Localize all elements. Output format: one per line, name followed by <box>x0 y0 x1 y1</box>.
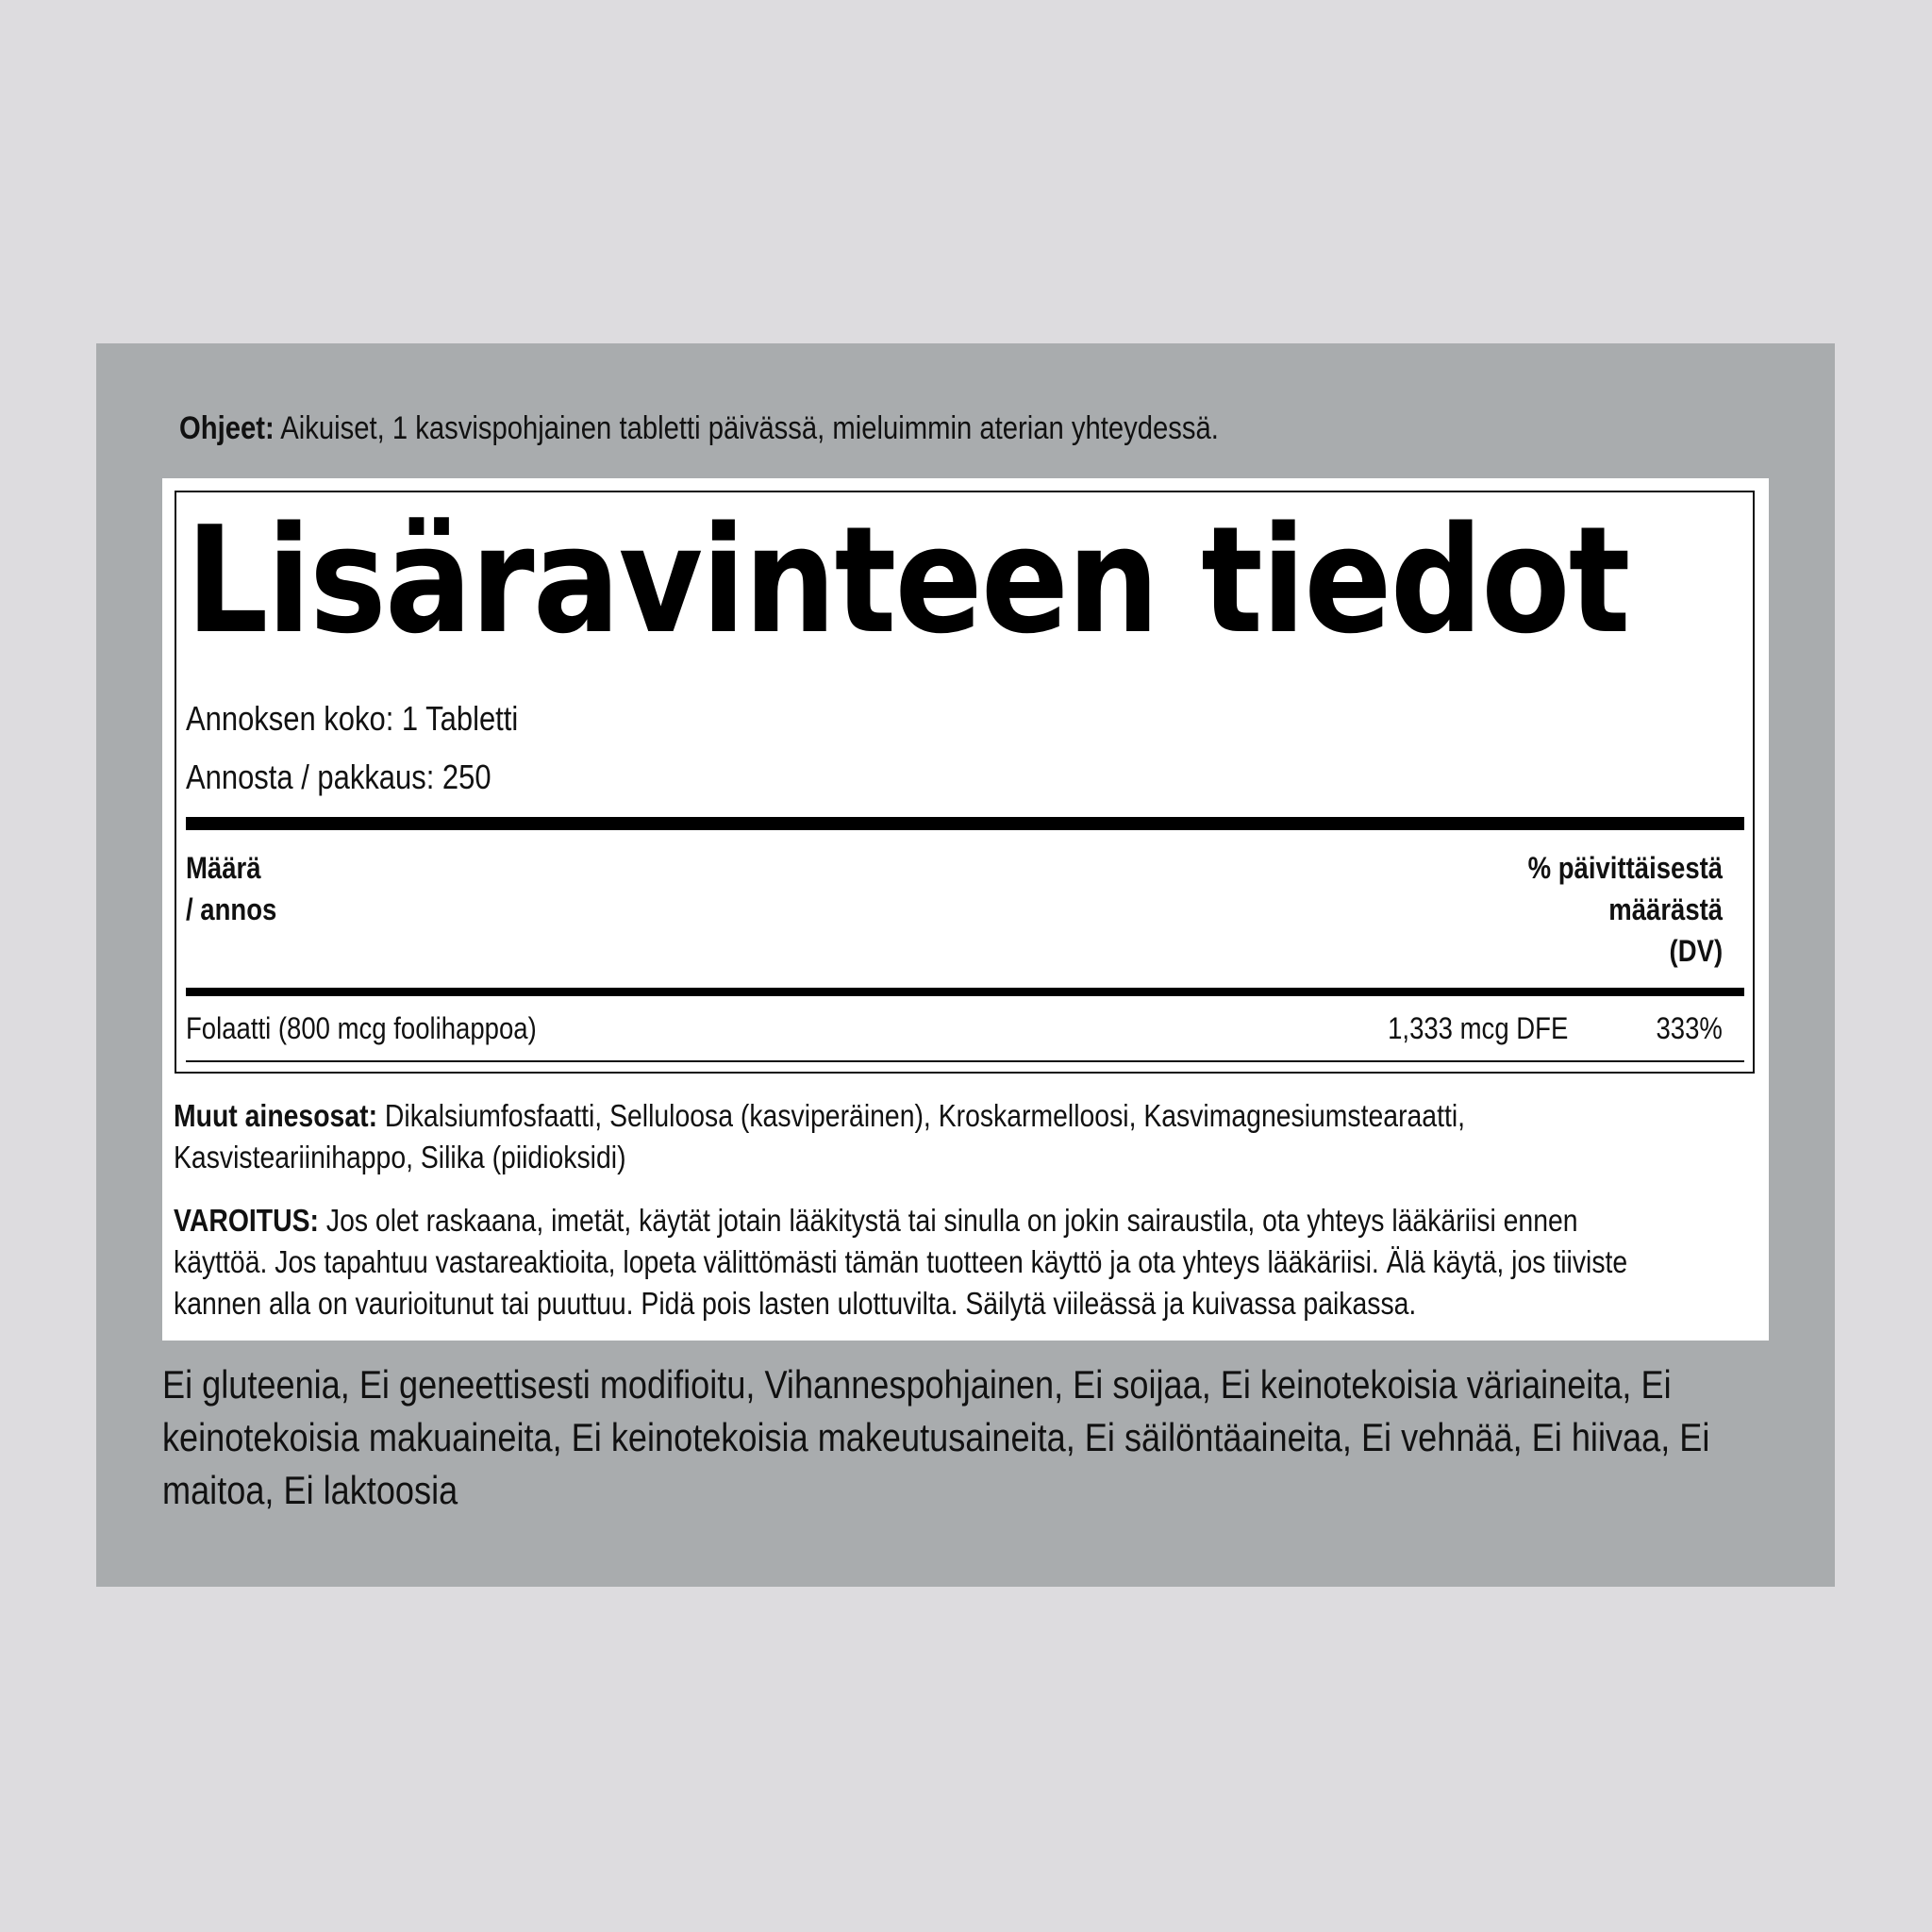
supplement-facts-title: Lisäravinteen tiedot <box>186 494 1629 666</box>
product-claims: Ei gluteenia, Ei geneettisesti modifioitu, Vihannespohjainen, Ei soijaa, Ei keinotekoisia väriaineita, Ei keinotekoisia makuaineita, Ei keinotekoisia makeutusaineita, Ei säilöntäaineita, Ei vehnää, Ei hiivaa, Ei maitoa, Ei laktoosia <box>162 1362 1710 1512</box>
nutrient-daily-value: 333% <box>1656 1011 1723 1045</box>
serving-size: Annoksen koko: 1 Tabletti <box>186 699 519 738</box>
warning-label: VAROITUS: <box>174 1203 319 1238</box>
directions-text <box>179 408 1558 449</box>
dv-header-line-3: (DV) <box>1669 934 1723 968</box>
row-divider <box>186 1060 1744 1062</box>
directions-body: Aikuiset, 1 kasvispohjainen tabletti päivässä, mieluimmin aterian yhteydessä. <box>274 410 1219 446</box>
warning-body: Jos olet raskaana, imetät, käytät jotain lääkitystä tai sinulla on jokin sairaustila, ota yhteys lääkäriisi ennen käyttöä. Jos tapahtuu vastareaktioita, lopeta välittömästi tämän tuotteen käyttö ja ota yhteys lääkäriisi. Älä käytä, jos tiiviste kannen alla on vaurioitunut tai puuttuu. Pidä pois lasten ulottuvilta. Säilytä viileässä ja kuivassa paikassa. <box>174 1203 1628 1321</box>
daily-value-header <box>1528 847 1723 972</box>
warning-text <box>174 1200 1642 1324</box>
other-ingredients-label: Muut ainesosat: <box>174 1098 378 1133</box>
servings-per-container: Annosta / pakkaus: 250 <box>186 758 491 796</box>
directions-label: Ohjeet: <box>179 410 275 446</box>
nutrient-amount: 1,333 mcg DFE <box>1387 1011 1568 1045</box>
nutrient-name: Folaatti (800 mcg foolihappoa) <box>186 1011 537 1045</box>
dv-header-line-1: % päivittäisestä <box>1527 851 1723 885</box>
other-ingredients <box>174 1095 1642 1178</box>
dv-header-line-2: määrästä <box>1608 892 1723 926</box>
amount-per-serving-header <box>186 847 276 930</box>
thick-divider-top <box>186 817 1744 830</box>
other-ingredients-text: Dikalsiumfosfaatti, Selluloosa (kasviperäinen), Kroskarmelloosi, Kasvimagnesiumstearaatti, Kasvisteariinihappo, Silika (piidioksidi) <box>174 1098 1466 1174</box>
amount-header-line-1: Määrä <box>186 851 261 885</box>
amount-header-line-2: / annos <box>186 892 277 926</box>
thick-divider-bottom <box>186 988 1744 996</box>
